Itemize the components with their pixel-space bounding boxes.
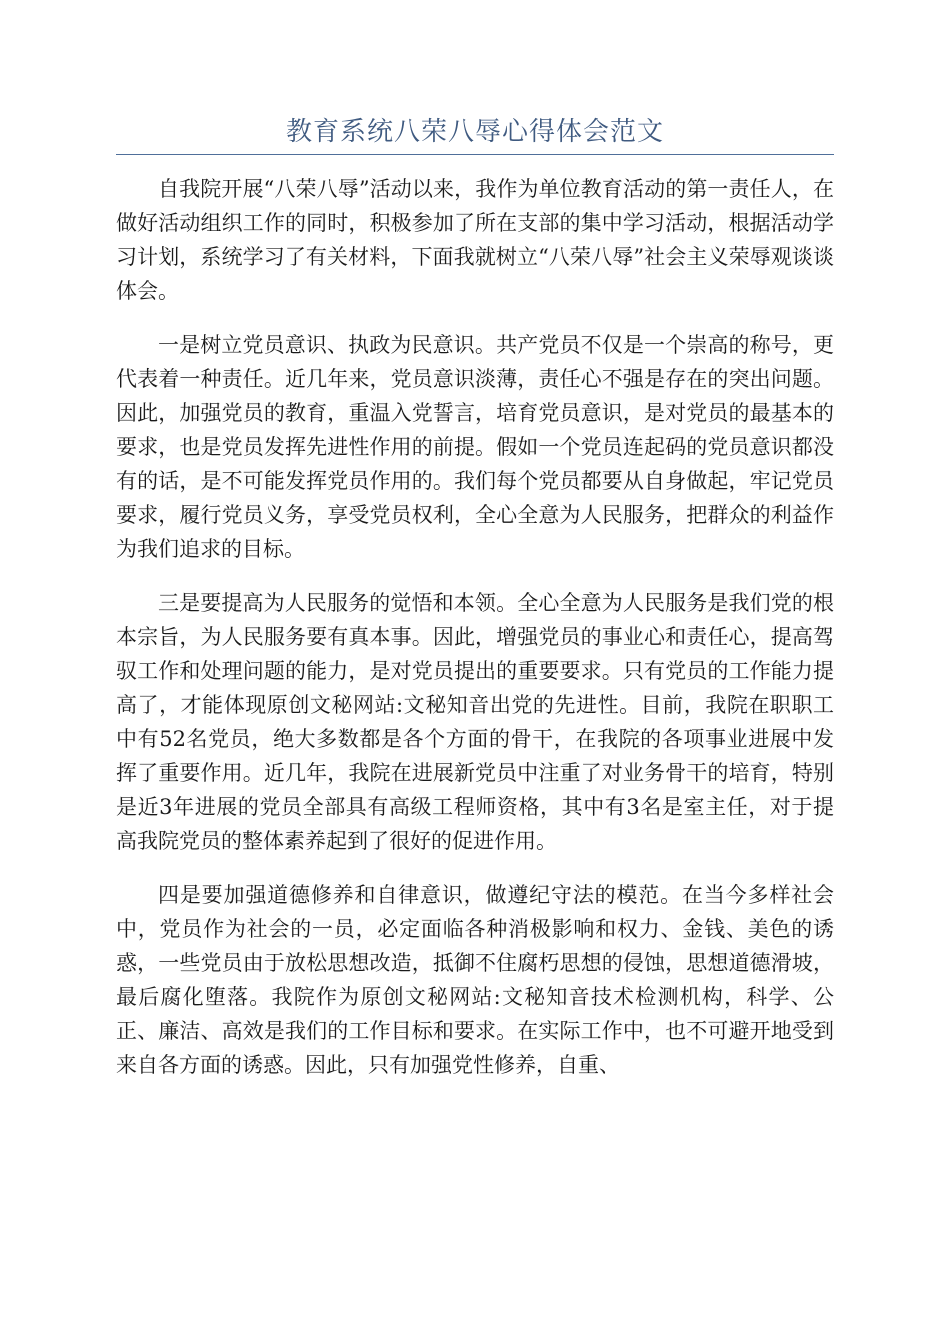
document-title: 教育系统八荣八辱心得体会范文 — [285, 117, 664, 147]
document-body — [116, 172, 834, 1102]
title-underline — [116, 154, 834, 155]
paragraph-service-ability: 三是要提高为人民服务的觉悟和本领。全心全意为人民服务是我们党的根本宗旨，为人民服务要有真本事。因此，增强党员的事业心和责任心，提高驾驭工作和处理问题的能力，是对党员提出的重要要求。只有党员的工作能力提高了，才能体现原创文秘网站:文秘知音出党的先进性。目前，我院在职职工中有52名党员，绝大多数都是各个方面的骨干，在我院的各项事业进展中发挥了重要作用。近几年，我院在进展新党员中注重了对业务骨干的培育，特别是近3年进展的党员全部具有高级工程师资格，其中有3名是室主任，对于提高我院党员的整体素养起到了很好的促进作用。 — [116, 591, 834, 853]
paragraph-moral-cultivation: 四是要加强道德修养和自律意识，做遵纪守法的模范。在当今多样社会中，党员作为社会的一员，必定面临各种消极影响和权力、金钱、美色的诱惑，一些党员由于放松思想改造，抵御不住腐朽思想的侵蚀，思想道德滑坡，最后腐化堕落。我院作为原创文秘网站:文秘知音技术检测机构，科学、公正、廉洁、高效是我们的工作目标和要求。在实际工作中，也不可避开地受到来自各方面的诱惑。因此，只有加强党性修养，自重、 — [116, 883, 834, 1077]
paragraph-intro: 自我院开展“八荣八辱”活动以来，我作为单位教育活动的第一责任人，在做好活动组织工作的同时，积极参加了所在支部的集中学习活动，根据活动学习计划，系统学习了有关材料，下面我就树立“八荣八辱”社会主义荣辱观谈谈体会。 — [116, 177, 834, 303]
paragraph-party-awareness: 一是树立党员意识、执政为民意识。共产党员不仅是一个崇高的称号，更代表着一种责任。近几年来，党员意识淡薄，责任心不强是存在的突出问题。因此，加强党员的教育，重温入党誓言，培育党员意识，是对党员的最基本的要求，也是党员发挥先进性作用的前提。假如一个党员连起码的党员意识都没有的话，是不可能发挥党员作用的。我们每个党员都要从自身做起，牢记党员要求，履行党员义务，享受党员权利，全心全意为人民服务，把群众的利益作为我们追求的目标。 — [116, 333, 834, 561]
